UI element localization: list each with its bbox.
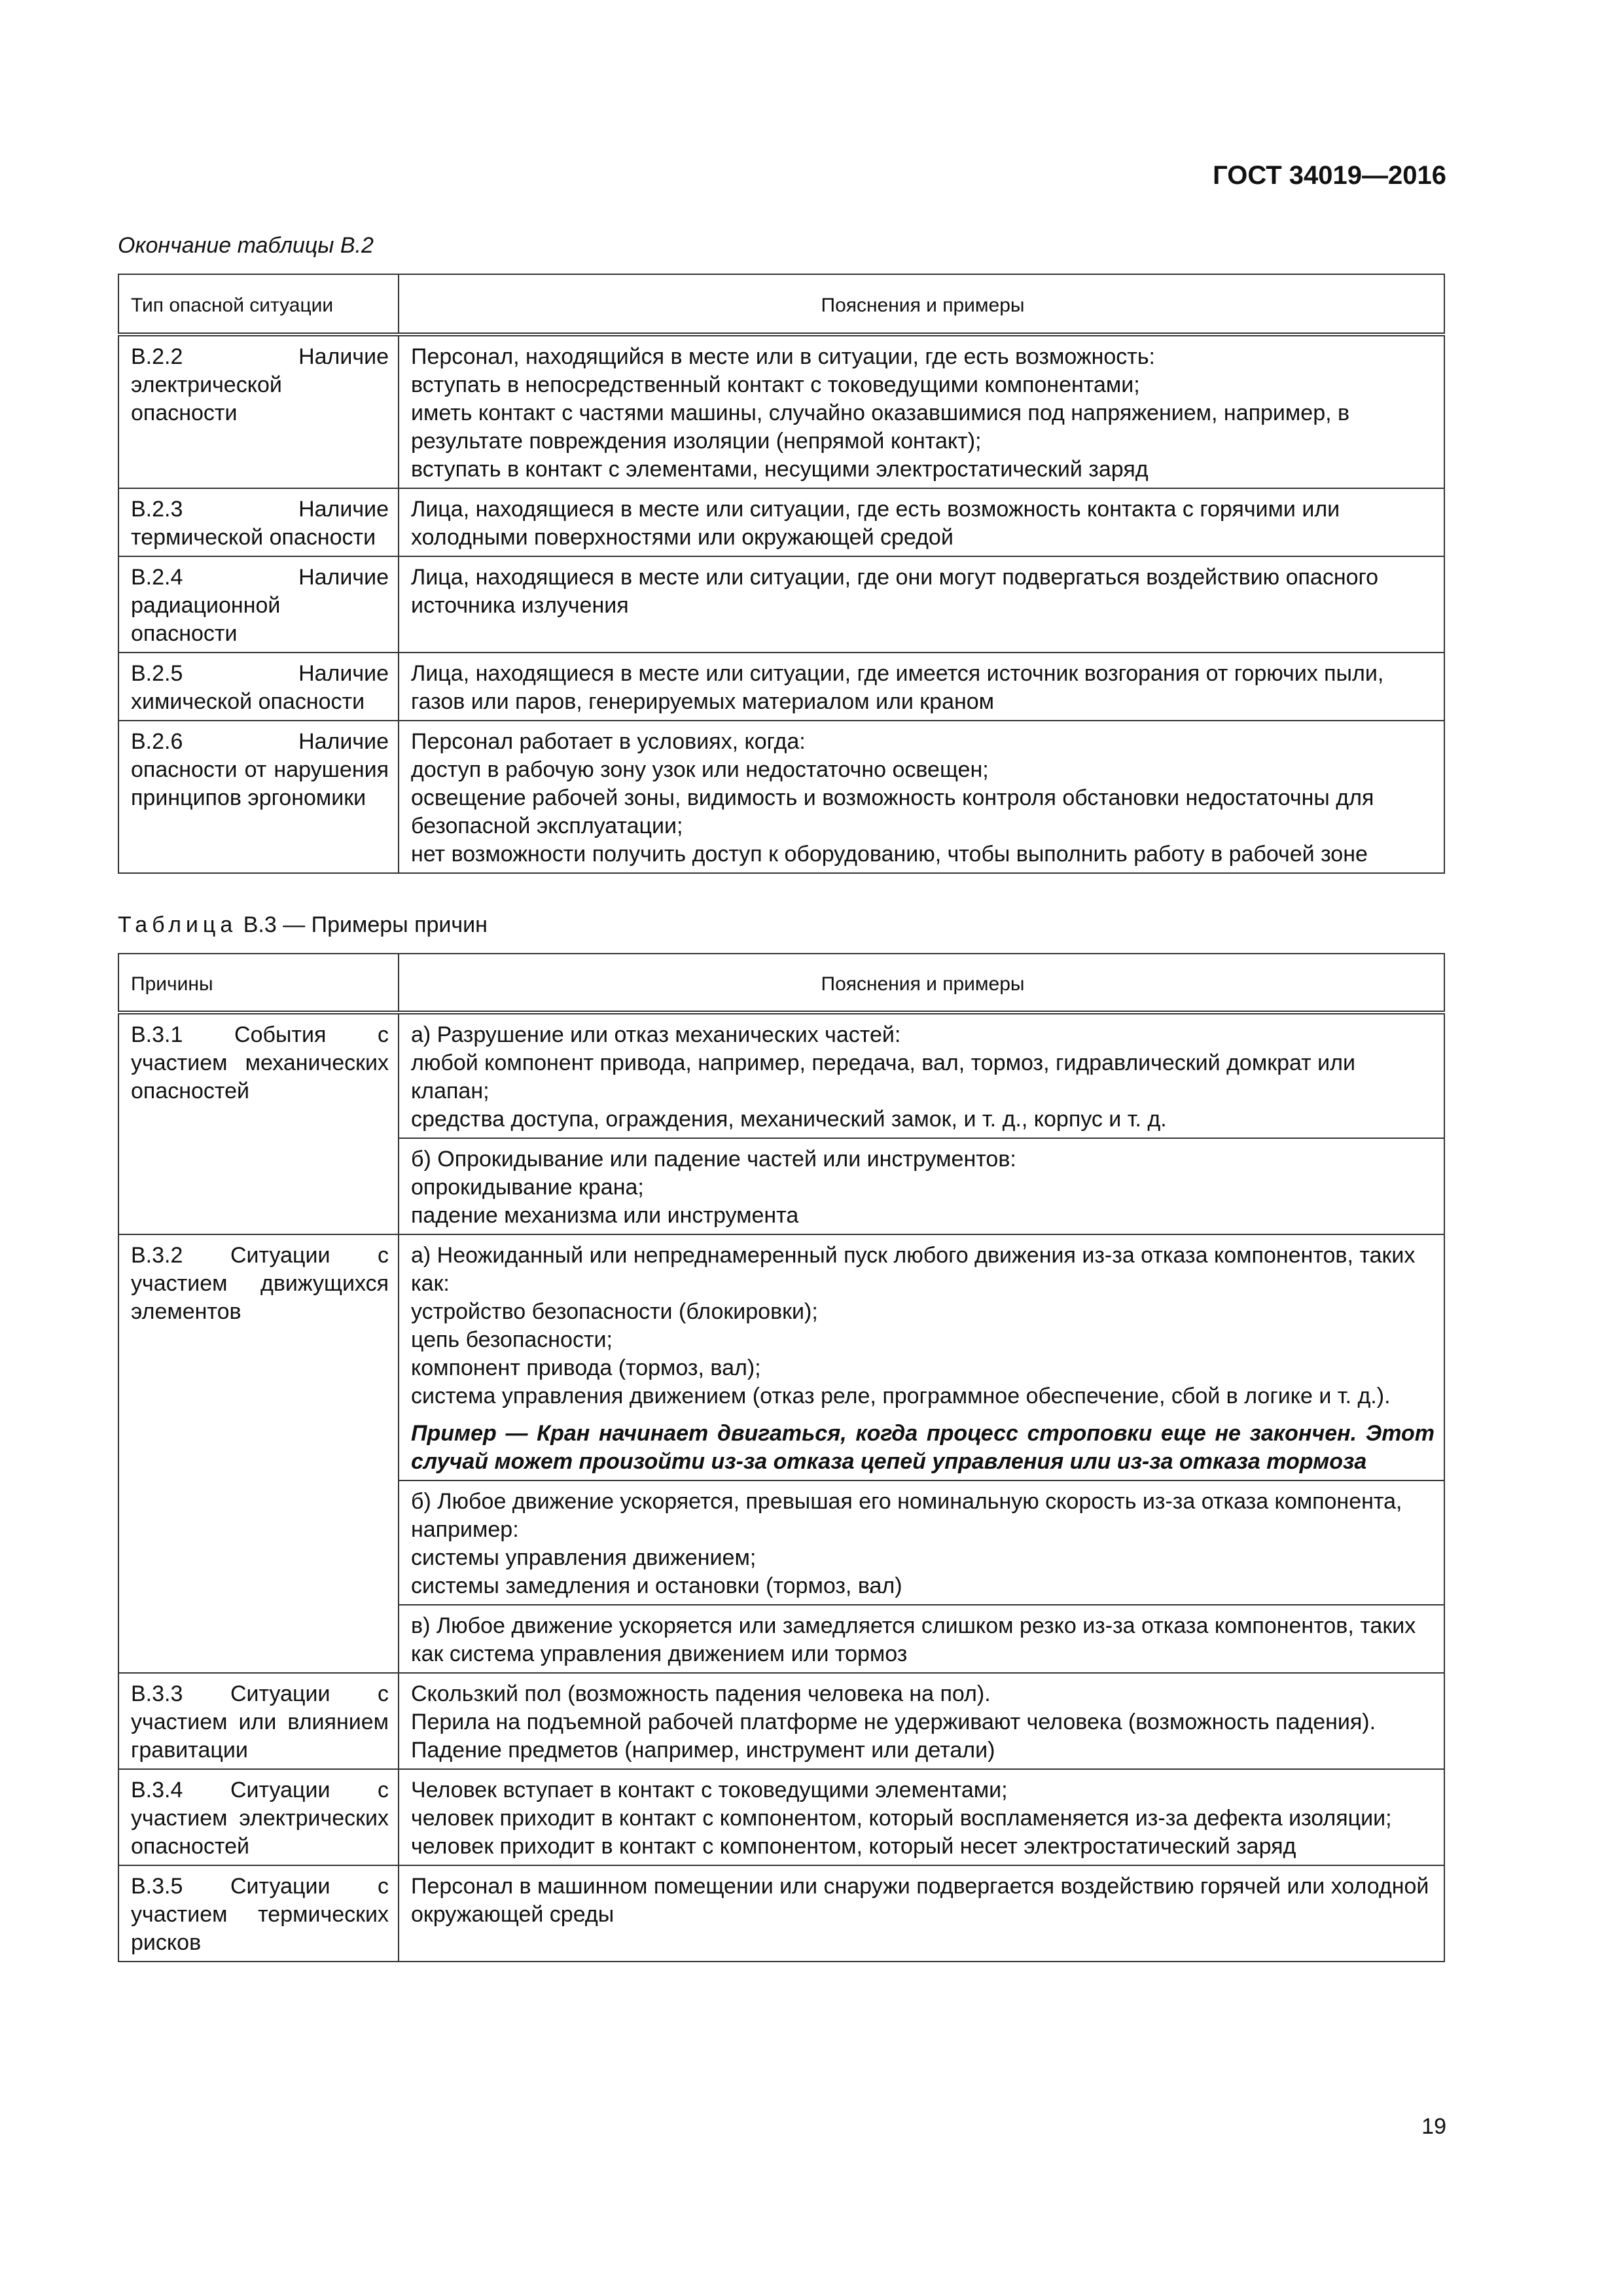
text-line: опрокидывание крана; xyxy=(411,1175,644,1200)
text-line: Падение предметов (например, инструмент или детали) xyxy=(411,1738,995,1763)
text-line: Персонал работает в условиях, когда: xyxy=(411,729,806,754)
hazard-type-cell: В.2.4 Наличие радиационной опасности xyxy=(118,556,399,653)
cause-cell: В.3.2 Ситуации с участием движущихся элементов xyxy=(118,1234,399,1673)
text-line: Персонал в машинном помещении или снаружи подвергается воздействию горячей или холодной окружающей среды xyxy=(411,1874,1429,1927)
hazard-type-cell: В.2.5 Наличие химической опасности xyxy=(118,653,399,721)
hazard-type-cell: В.2.6 Наличие опасности от нарушения принципов эргономики xyxy=(118,721,399,873)
explanation-cell xyxy=(399,653,1444,721)
table-row xyxy=(118,1013,1444,1138)
explanation-cell xyxy=(399,1673,1444,1769)
explanation-cell xyxy=(399,1480,1444,1605)
table-b3-col1-header: Причины xyxy=(118,954,399,1013)
cause-cell: В.3.4 Ситуации с участием электрических опасностей xyxy=(118,1769,399,1865)
table-row xyxy=(118,1865,1444,1962)
explanation-cell xyxy=(399,1234,1444,1480)
table-label: Таблица xyxy=(118,912,238,937)
table-b2-caption: Окончание таблицы В.2 xyxy=(118,233,374,258)
explanation-cell xyxy=(399,334,1444,488)
text-line: в) Любое движение ускоряется или замедляется слишком резко из-за отказа компонентов, таких как система управления движением или тормоз xyxy=(411,1613,1416,1666)
document-designation: ГОСТ 34019—2016 xyxy=(1213,161,1446,190)
text-line: компонент привода (тормоз, вал); xyxy=(411,1355,761,1380)
example-note: Пример — Кран начинает двигаться, когда процесс строповки еще не закончен. Этот случай может произойти из-за отказа цепей управления или из-за отказа тормоза xyxy=(411,1421,1435,1474)
text-line: цепь безопасности; xyxy=(411,1327,613,1352)
table-row xyxy=(118,721,1444,873)
explanation-cell xyxy=(399,1605,1444,1673)
text-line: вступать в непосредственный контакт с токоведущими компонентами; xyxy=(411,372,1140,397)
hazard-type-cell: В.2.2 Наличие электрической опасности xyxy=(118,334,399,488)
table-row xyxy=(118,334,1444,488)
text-line: Лица, находящиеся в месте или ситуации, где имеется источник возгорания от горючих пыли, газов или паров, генерируемых материалом или краном xyxy=(411,661,1384,714)
text-line: вступать в контакт с элементами, несущими электростатический заряд xyxy=(411,457,1149,482)
table-row xyxy=(118,1234,1444,1480)
table-b3 xyxy=(118,953,1445,1962)
text-line: а) Разрушение или отказ механических частей: xyxy=(411,1022,901,1047)
table-b3-caption xyxy=(118,912,488,938)
table-b2 xyxy=(118,274,1445,874)
cause-cell: В.3.3 Ситуации с участием или влиянием гравитации xyxy=(118,1673,399,1769)
page-number: 19 xyxy=(1421,2114,1446,2139)
table-row xyxy=(118,556,1444,653)
explanation-cell xyxy=(399,556,1444,653)
explanation-cell xyxy=(399,1769,1444,1865)
explanation-cell xyxy=(399,1138,1444,1234)
text-line: системы управления движением; xyxy=(411,1545,757,1570)
text-line: освещение рабочей зоны, видимость и возможность контроля обстановки недостаточны для безопасной эксплуатации; xyxy=(411,785,1374,838)
text-line: средства доступа, ограждения, механический замок, и т. д., корпус и т. д. xyxy=(411,1107,1167,1132)
table-b2-col1-header: Тип опасной ситуации xyxy=(118,274,399,334)
text-line: доступ в рабочую зону узок или недостаточно освещен; xyxy=(411,757,989,782)
explanation-cell xyxy=(399,1013,1444,1138)
table-row xyxy=(118,653,1444,721)
text-line: человек приходит в контакт с компонентом, который воспламеняется из-за дефекта изоляции; xyxy=(411,1806,1392,1831)
table-row xyxy=(118,1673,1444,1769)
text-line: б) Опрокидывание или падение частей или инструментов: xyxy=(411,1147,1016,1172)
text-line: а) Неожиданный или непреднамеренный пуск любого движения из-за отказа компонентов, таких как: xyxy=(411,1243,1416,1296)
text-line: системы замедления и остановки (тормоз, вал) xyxy=(411,1573,902,1598)
text-line: Скользкий пол (возможность падения человека на пол). xyxy=(411,1681,991,1706)
text-line: система управления движением (отказ реле, программное обеспечение, сбой в логике и т. д.). xyxy=(411,1384,1391,1408)
text-line: падение механизма или инструмента xyxy=(411,1203,799,1228)
text-line: любой компонент привода, например, передача, вал, тормоз, гидравлический домкрат или клапан; xyxy=(411,1050,1356,1103)
table-title: В.3 — Примеры причин xyxy=(237,912,488,937)
text-line: Лица, находящиеся в месте или ситуации, где они могут подвергаться воздействию опасного источника излучения xyxy=(411,565,1379,618)
text-line: Персонал, находящийся в месте или в ситуации, где есть возможность: xyxy=(411,344,1156,369)
explanation-cell xyxy=(399,721,1444,873)
text-line: нет возможности получить доступ к оборудованию, чтобы выполнить работу в рабочей зоне xyxy=(411,842,1368,867)
cause-cell: В.3.1 События с участием механических опасностей xyxy=(118,1013,399,1234)
text-line: Перила на подъемной рабочей платформе не удерживают человека (возможность падения). xyxy=(411,1710,1376,1734)
cause-cell: В.3.5 Ситуации с участием термических рисков xyxy=(118,1865,399,1962)
text-line: Лица, находящиеся в месте или ситуации, где есть возможность контакта с горячими или холодными поверхностями или окружающей средой xyxy=(411,497,1340,550)
text-line: устройство безопасности (блокировки); xyxy=(411,1299,818,1324)
table-b3-col2-header: Пояснения и примеры xyxy=(399,954,1444,1013)
explanation-cell xyxy=(399,1865,1444,1962)
table-row xyxy=(118,1769,1444,1865)
text-line: иметь контакт с частями машины, случайно оказавшимися под напряжением, например, в результате повреждения изоляции (непрямой контакт); xyxy=(411,401,1350,454)
table-b2-col2-header: Пояснения и примеры xyxy=(399,274,1444,334)
text-line: Человек вступает в контакт с токоведущими элементами; xyxy=(411,1778,1008,1803)
hazard-type-cell: В.2.3 Наличие термической опасности xyxy=(118,488,399,556)
table-row xyxy=(118,488,1444,556)
text-line: человек приходит в контакт с компонентом, который несет электростатический заряд xyxy=(411,1834,1296,1859)
text-line: б) Любое движение ускоряется, превышая его номинальную скорость из-за отказа компонента, например: xyxy=(411,1489,1402,1542)
explanation-cell xyxy=(399,488,1444,556)
